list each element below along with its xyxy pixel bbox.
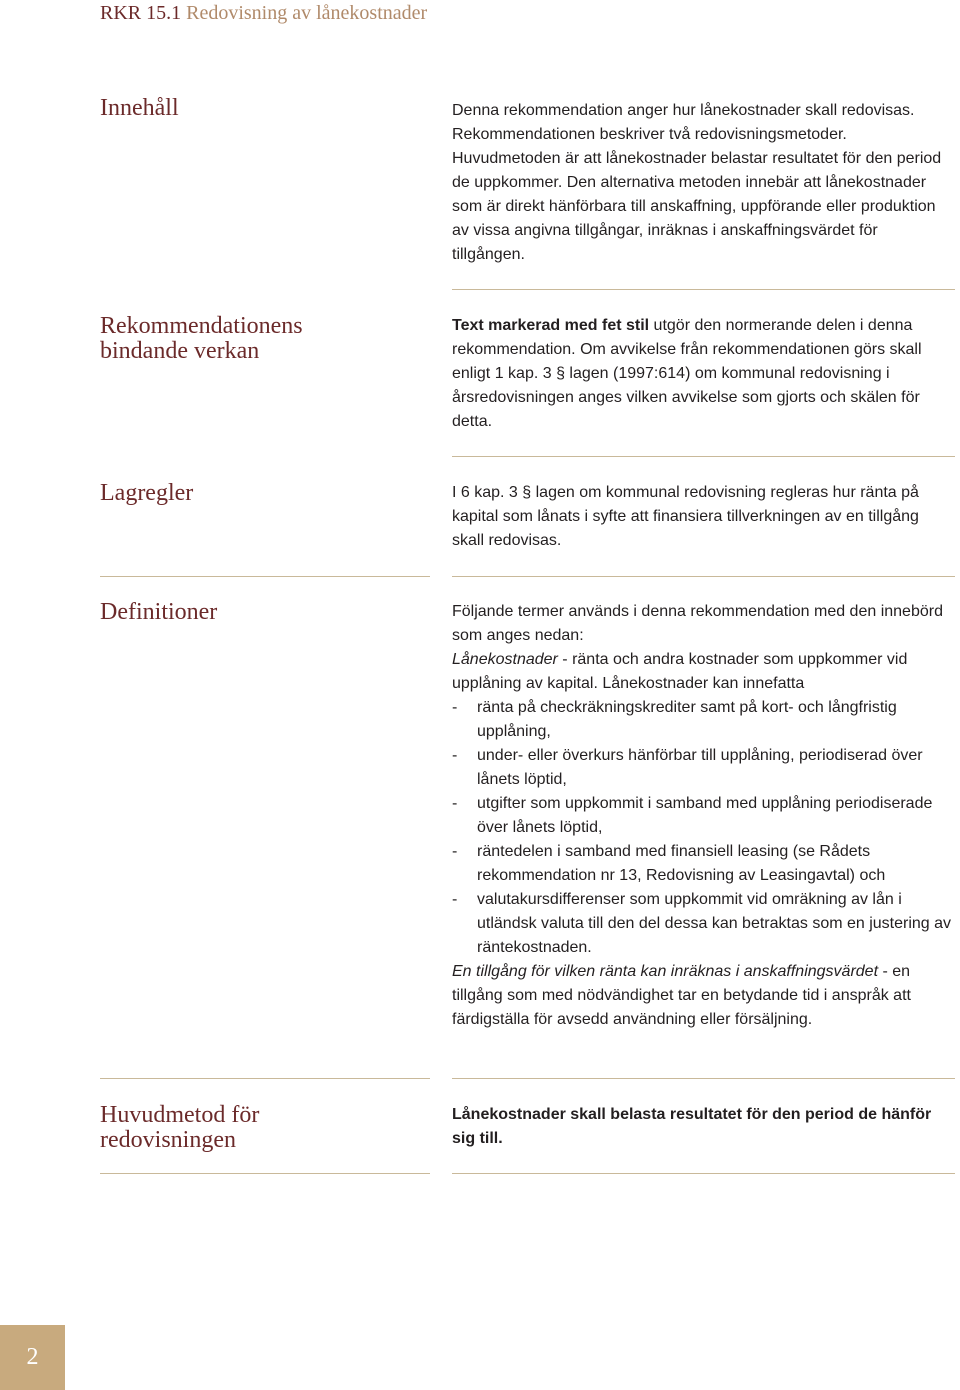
bullet-text: räntedelen i samband med finansiell leasing (se Rådets rekommendation nr 13, Redovisning av Leasingavtal) och bbox=[477, 843, 886, 884]
list-item bbox=[452, 744, 955, 792]
page-number: 2 bbox=[0, 1325, 65, 1390]
chapter-title: Redovisning av lånekostnader bbox=[186, 2, 428, 24]
divider-3-left bbox=[100, 576, 430, 577]
section-body-bindande bbox=[452, 314, 955, 434]
definition-lanekostnader bbox=[452, 648, 955, 696]
section-body-huvudmetod bbox=[452, 1103, 955, 1151]
bullet-dash: - bbox=[452, 843, 458, 860]
section-body-innehall bbox=[452, 99, 955, 267]
divider-4-left bbox=[100, 1078, 430, 1079]
section-body-definitioner bbox=[452, 600, 955, 1032]
bullet-dash: - bbox=[452, 891, 458, 908]
list-item bbox=[452, 792, 955, 840]
divider-4-right bbox=[452, 1078, 955, 1079]
huvudmetod-text bbox=[452, 1103, 955, 1151]
section-title-bindande bbox=[100, 314, 430, 364]
term-tillgang-def: - en tillgång som med nödvändighet tar en betydande tid i anspråk att färdigställa för avsedd användning eller försäljning. bbox=[452, 963, 911, 1028]
divider-1 bbox=[452, 289, 955, 290]
divider-2 bbox=[452, 456, 955, 457]
bindande-title-line2: bindande verkan bbox=[100, 338, 260, 364]
huvudmetod-title-line2: redovisningen bbox=[100, 1127, 236, 1153]
definitioner-intro: Följande termer används i denna rekommendation med den innebörd som anges nedan: bbox=[452, 603, 943, 644]
running-header bbox=[100, 2, 427, 25]
term-tillgang: En tillgång för vilken ränta kan inräknas i anskaffningsvärdet bbox=[452, 963, 879, 980]
divider-3-right bbox=[452, 576, 955, 577]
term-lanekostnader: Lånekostnader bbox=[452, 651, 558, 668]
section-body-lagregler bbox=[452, 481, 955, 553]
definition-tillgang bbox=[452, 960, 955, 1032]
lagregler-text: I 6 kap. 3 § lagen om kommunal redovisning regleras hur ränta på kapital som lånats i syfte att finansiera tillverkningen av en tillgång skall redovisas. bbox=[452, 484, 919, 549]
bullet-dash: - bbox=[452, 747, 458, 764]
bindande-rest: utgör den normerande delen i denna rekommendation. Om avvikelse från rekommendationen görs skall enligt 1 kap. 3 § lagen (1997:614) om kommunal redovisning i årsredovisningen anges vilken avvikelse som gjorts och skälen för detta. bbox=[452, 317, 922, 430]
bullet-text: ränta på checkräkningskrediter samt på kort- och långfristig upplåning, bbox=[477, 699, 897, 740]
bullet-dash: - bbox=[452, 795, 458, 812]
chapter-number: RKR 15.1 bbox=[100, 2, 182, 24]
section-title-lagregler: Lagregler bbox=[100, 480, 194, 506]
bindande-bold-lead: Text markerad med fet stil bbox=[452, 317, 650, 334]
divider-5-left bbox=[100, 1173, 430, 1174]
bullet-dash: - bbox=[452, 699, 458, 716]
list-item bbox=[452, 840, 955, 888]
bullet-text: under- eller överkurs hänförbar till upplåning, periodiserad över lånets löptid, bbox=[477, 747, 923, 788]
list-item bbox=[452, 888, 955, 960]
huvudmetod-title-line1: Huvudmetod för bbox=[100, 1102, 260, 1128]
bindande-title-line1: Rekommendationens bbox=[100, 313, 303, 339]
huvudmetod-bold: Lånekostnader skall belasta resultatet för den period de hänför sig till. bbox=[452, 1106, 932, 1147]
list-item bbox=[452, 696, 955, 744]
divider-5-right bbox=[452, 1173, 955, 1174]
innehall-text: Denna rekommendation anger hur lånekostnader skall redovisas. Rekommendationen beskriver två redovisningsmetoder. Huvudmetoden är att lånekostnader belastar resultatet för den period de uppkommer. Den alternativa metoden innebär att lånekostnader som är direkt hänförbara till anskaffning, uppförande eller produktion av vissa angivna tillgångar, inräknas i anskaffningsvärdet för tillgången. bbox=[452, 102, 942, 263]
section-title-huvudmetod bbox=[100, 1103, 430, 1153]
bullet-text: utgifter som uppkommit i samband med upplåning periodiserade över lånets löptid, bbox=[477, 795, 933, 836]
term-lanekostnader-def: - ränta och andra kostnader som uppkommer vid upplåning av kapital. Lånekostnader kan innefatta bbox=[452, 651, 908, 692]
bullet-text: valutakursdifferenser som uppkommit vid omräkning av lån i utländsk valuta till den del dessa kan betraktas som en justering av räntekostnaden. bbox=[477, 891, 952, 956]
section-title-definitioner: Definitioner bbox=[100, 599, 218, 625]
bindande-text bbox=[452, 314, 955, 434]
section-title-innehall: Innehåll bbox=[100, 95, 179, 121]
